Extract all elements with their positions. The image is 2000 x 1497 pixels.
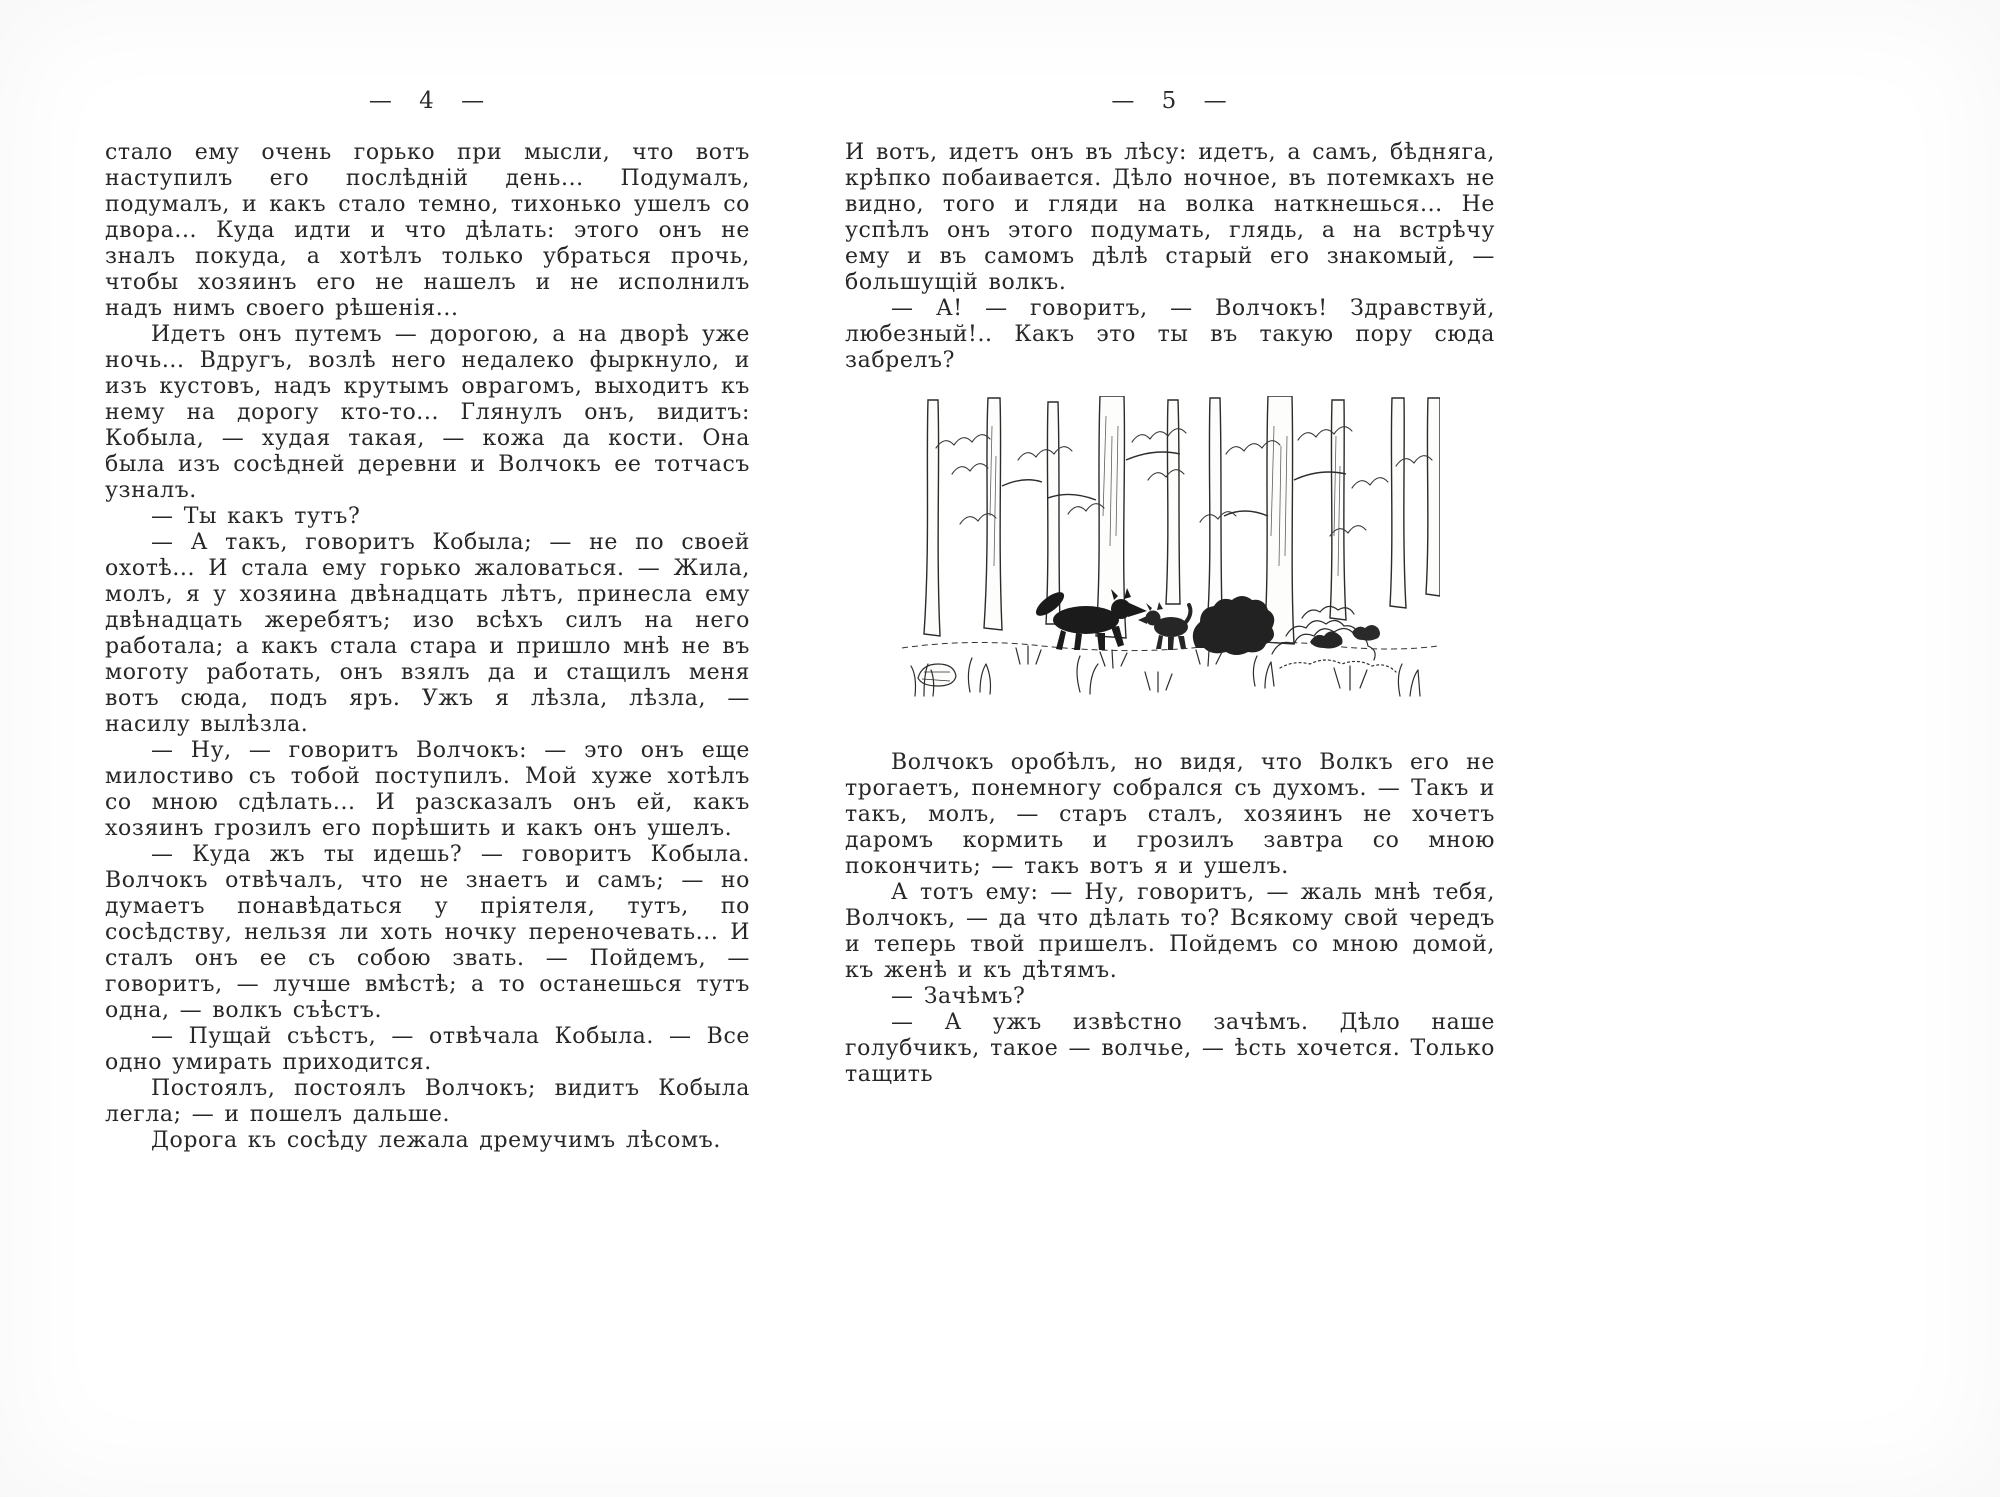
paragraph: — Пущай съѣстъ, — отвѣчала Кобыла. — Все одно умирать приходится. <box>105 1024 750 1075</box>
paragraph: — А такъ, говоритъ Кобыла; — не по своей охотѣ... И стала ему горько жаловаться. — Жила, молъ, я у хозяина двѣнадцать лѣтъ, принесла ему двѣнадцать жеребятъ; изо всѣхъ силъ на него работала; а какъ стала стара и пришло мнѣ не въ моготу работать, онъ взялъ да и стащилъ меня вотъ сюда, подъ яръ. Ужъ я лѣзла, лѣзла, — насилу вылѣзла. <box>105 530 750 737</box>
paragraph: — Ну, — говоритъ Волчокъ: — это онъ еще милостиво съ тобой поступилъ. Мой хуже хотѣлъ со мною сдѣлать... И разсказалъ онъ ей, какъ хозяинъ грозилъ его порѣшить и какъ онъ ушелъ. <box>105 738 750 841</box>
paragraph: — Куда жъ ты идешь? — говоритъ Кобыла. Волчокъ отвѣчалъ, что не знаетъ и самъ; — но думаетъ понавѣдаться у пріятеля, тутъ, по сосѣдству, нельзя ли хоть ночку переночевать... И сталъ онъ ее съ собою звать. — Пойдемъ, — говоритъ, — лучше вмѣстѣ; а то останешься тутъ одна, — волкъ съѣстъ. <box>105 842 750 1023</box>
paragraph: Волчокъ оробѣлъ, но видя, что Волкъ его не трогаетъ, понемногу собрался съ духомъ. — Такъ и такъ, молъ, — старъ сталъ, хозяинъ не хочетъ даромъ кормить и грозилъ завтра со мною покончить; — такъ вотъ я и ушелъ. <box>845 750 1495 879</box>
trees-group <box>924 396 1440 644</box>
illustration-forest-wolf-meeting <box>900 396 1440 726</box>
paragraph: — А! — говоритъ, — Волчокъ! Здравствуй, любезный!.. Какъ это ты въ такую пору сюда забрелъ? <box>845 296 1495 373</box>
bush-accent <box>1352 625 1380 641</box>
paragraph: — А ужъ извѣстно зачѣмъ. Дѣло наше голубчикъ, такое — волчье, — ѣсть хочется. Только тащить <box>845 1010 1495 1087</box>
page-right <box>845 0 1495 1088</box>
paragraph: И вотъ, идетъ онъ въ лѣсу: идетъ, а самъ, бѣдняга, крѣпко побаивается. Дѣло ночное, въ потемкахъ не видно, того и гляди на волка наткнешься... Не успѣлъ онъ этого подумать, глядь, а на встрѣчу ему и въ самомъ дѣлѣ старый его знакомый, — большущій волкъ. <box>845 140 1495 295</box>
dog-silhouette <box>1138 602 1190 650</box>
paragraph: — Ты какъ тутъ? <box>151 504 361 529</box>
dark-thicket <box>1193 596 1274 655</box>
rock <box>918 664 956 686</box>
paragraph: Дорога къ сосѣду лежала дремучимъ лѣсомъ. <box>151 1128 721 1153</box>
page-number-left: — 4 — <box>368 88 487 114</box>
forest-engraving <box>900 396 1440 726</box>
paragraph: Идетъ онъ путемъ — дорогою, а на дворѣ уже ночь... Вдругъ, возлѣ него недалеко фыркнуло, и изъ кустовъ, надъ крутымъ оврагомъ, выходитъ къ нему на дорогу кто-то... Глянулъ онъ, видитъ: Кобыла, — худая такая, — кожа да кости. Она была изъ сосѣдней деревни и Волчокъ ее тотчасъ узналъ. <box>105 322 750 503</box>
page-left <box>105 0 750 1154</box>
page-number-right: — 5 — <box>1111 88 1229 114</box>
grass-group <box>911 646 1420 696</box>
paragraph: — Зачѣмъ? <box>891 984 1026 1009</box>
foliage-group <box>936 427 1432 536</box>
paragraph: стало ему очень горько при мысли, что вотъ наступилъ его послѣдній день... Подумалъ, подумалъ, и какъ стало темно, тихонько ушелъ со двора... Куда идти и что дѣлать: этого онъ не зналъ покуда, а хотѣлъ только убраться прочь, чтобы хозяинъ его не нашелъ и не исполнилъ надъ нимъ своего рѣшенія... <box>105 140 750 321</box>
paragraph: А тотъ ему: — Ну, говоритъ, — жаль мнѣ тебя, Волчокъ, — да что дѣлать то? Всякому свой чередъ и теперь твой пришелъ. Пойдемъ со мною домой, къ женѣ и къ дѣтямъ. <box>845 880 1495 983</box>
paragraph: Постоялъ, постоялъ Волчокъ; видитъ Кобыла легла; — и пошелъ дальше. <box>105 1076 750 1127</box>
